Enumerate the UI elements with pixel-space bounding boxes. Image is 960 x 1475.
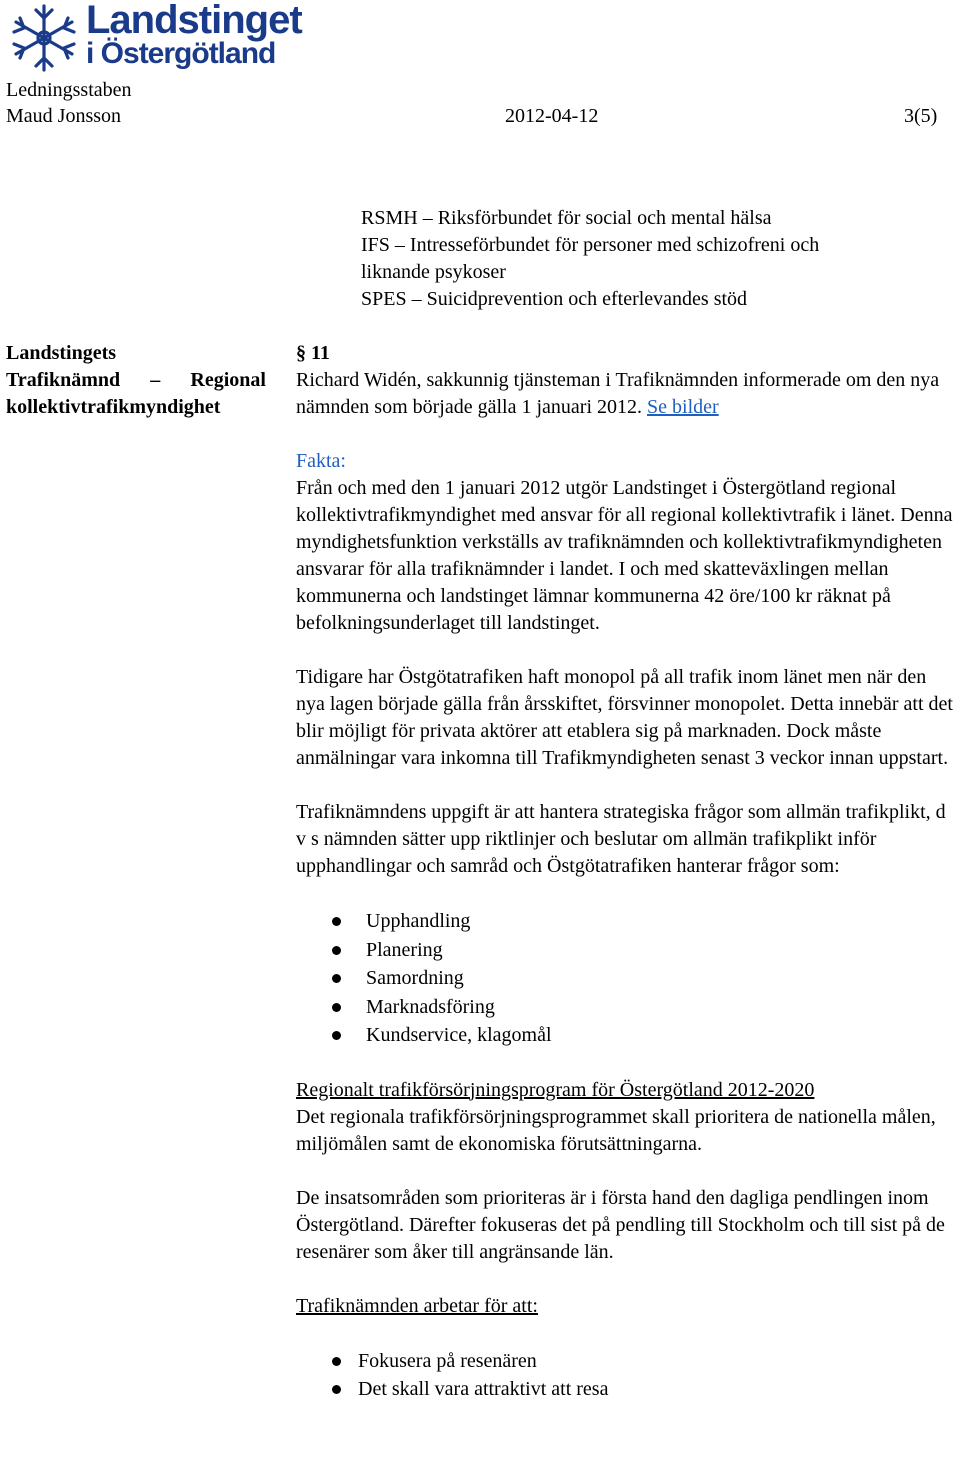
section-body (296, 367, 958, 1404)
department-name: Ledningsstaben (6, 79, 132, 101)
organization-list (361, 205, 941, 313)
bullet-icon (332, 1031, 341, 1040)
list-item-text: Upphandling (366, 910, 471, 932)
priority-paragraph: De insatsområden som prioriteras är i första hand den dagliga pendlingen inom Östergötland. Därefter fokuseras det på pendling till Stockholm och till sist på de resenärer som åker till angränsande län. (296, 1186, 945, 1263)
program-heading: Regionalt trafikförsörjningsprogram för Östergötland 2012-2020 (296, 1078, 815, 1101)
organization-item: SPES – Suicidprevention och efterlevandes stöd (361, 288, 748, 310)
list-item-text: Kundservice, klagomål (366, 1024, 552, 1046)
list-item (296, 964, 958, 993)
see-images-link[interactable]: Se bilder (647, 396, 719, 418)
list-item (296, 1347, 958, 1376)
organization-item: IFS – Intresseförbundet för personer med schizofreni och (361, 234, 820, 256)
bullet-icon (332, 1003, 341, 1012)
bullet-icon (332, 917, 341, 926)
snowflake-emblem-icon (6, 2, 82, 74)
bullet-icon (332, 974, 341, 983)
fakta-label: Fakta: (296, 450, 346, 472)
logo-line1: Landstinget (86, 0, 302, 42)
list-item-text: Marknadsföring (366, 995, 495, 1018)
section-label-dash: – (150, 369, 161, 391)
goals-list (296, 1347, 958, 1404)
fakta-paragraph: Från och med den 1 januari 2012 utgör Landstinget i Östergötland regional kollektivtrafikmyndighet med ansvar för all regional kollektivtrafik i länet. Denna myndighetsfunktion verkställs av trafiknämnden och kollektivtrafikmyndigheten ansvarar för alla trafiknämnder i landet. I och med skatteväxlingen mellan kommunerna och landstinget lämnar kommunerna 42 öre/100 kr räknat på befolkningsunderlaget till landstinget. (296, 477, 953, 634)
bullet-icon (332, 1385, 341, 1394)
paragraph-number: § 11 (296, 342, 330, 364)
section-label-line3: kollektivtrafikmyndighet (6, 396, 221, 418)
section-label-word: Regional (190, 369, 266, 391)
landstinget-logo (6, 2, 306, 76)
organization-item: liknande psykoser (361, 261, 506, 283)
section-label-line1: Landstingets (6, 342, 117, 364)
list-item (296, 936, 958, 965)
section-label-word: Trafiknämnd (6, 369, 121, 391)
organization-item: RSMH – Riksförbundet för social och mental hälsa (361, 207, 772, 229)
page-number: 3(5) (904, 105, 938, 127)
program-paragraph: Det regionala trafikförsörjningsprogrammet skall prioritera de nationella målen, miljömålen samt de ekonomiska förutsättningarna. (296, 1105, 936, 1155)
bullet-icon (332, 946, 341, 955)
logo-line2: i Östergötland (86, 37, 276, 70)
list-item-text: Planering (366, 938, 443, 961)
document-date: 2012-04-12 (505, 105, 599, 127)
section-label-line2 (6, 367, 266, 394)
list-item (296, 993, 958, 1022)
section-label (6, 340, 266, 421)
intro-text: Richard Widén, sakkunnig tjänsteman i Trafiknämnden informerade om den nya nämnden som började gälla 1 januari 2012. (296, 369, 940, 418)
list-item (296, 1375, 958, 1404)
list-item (296, 1021, 958, 1050)
intro-paragraph (296, 367, 958, 421)
tasks-paragraph: Trafiknämndens uppgift är att hantera strategiska frågor som allmän trafikplikt, d v s nämnden sätter upp riktlinjer och beslutar om allmän trafikplikt inför upphandlingar och samråd och Östgötatrafiken hanterar frågor som: (296, 801, 946, 877)
list-item-text: Samordning (366, 967, 464, 989)
monopoly-paragraph: Tidigare har Östgötatrafiken haft monopol på all trafik inom länet men när den nya lagen började gälla från årsskiftet, försvinner monopolet. Detta innebär att det blir möjligt för privata aktörer att etablera sig på marknaden. Dock måste anmälningar vara inkomna till Trafikmyndigheten senast 3 veckor innan uppstart. (296, 666, 953, 769)
list-item (296, 907, 958, 936)
list-item-text: Det skall vara attraktivt att resa (358, 1378, 609, 1400)
list-item-text: Fokusera på resenären (358, 1349, 537, 1372)
bullet-icon (332, 1357, 341, 1366)
tasks-list (296, 907, 958, 1050)
goals-heading: Trafiknämnden arbetar för att: (296, 1294, 538, 1317)
author-name: Maud Jonsson (6, 105, 122, 127)
